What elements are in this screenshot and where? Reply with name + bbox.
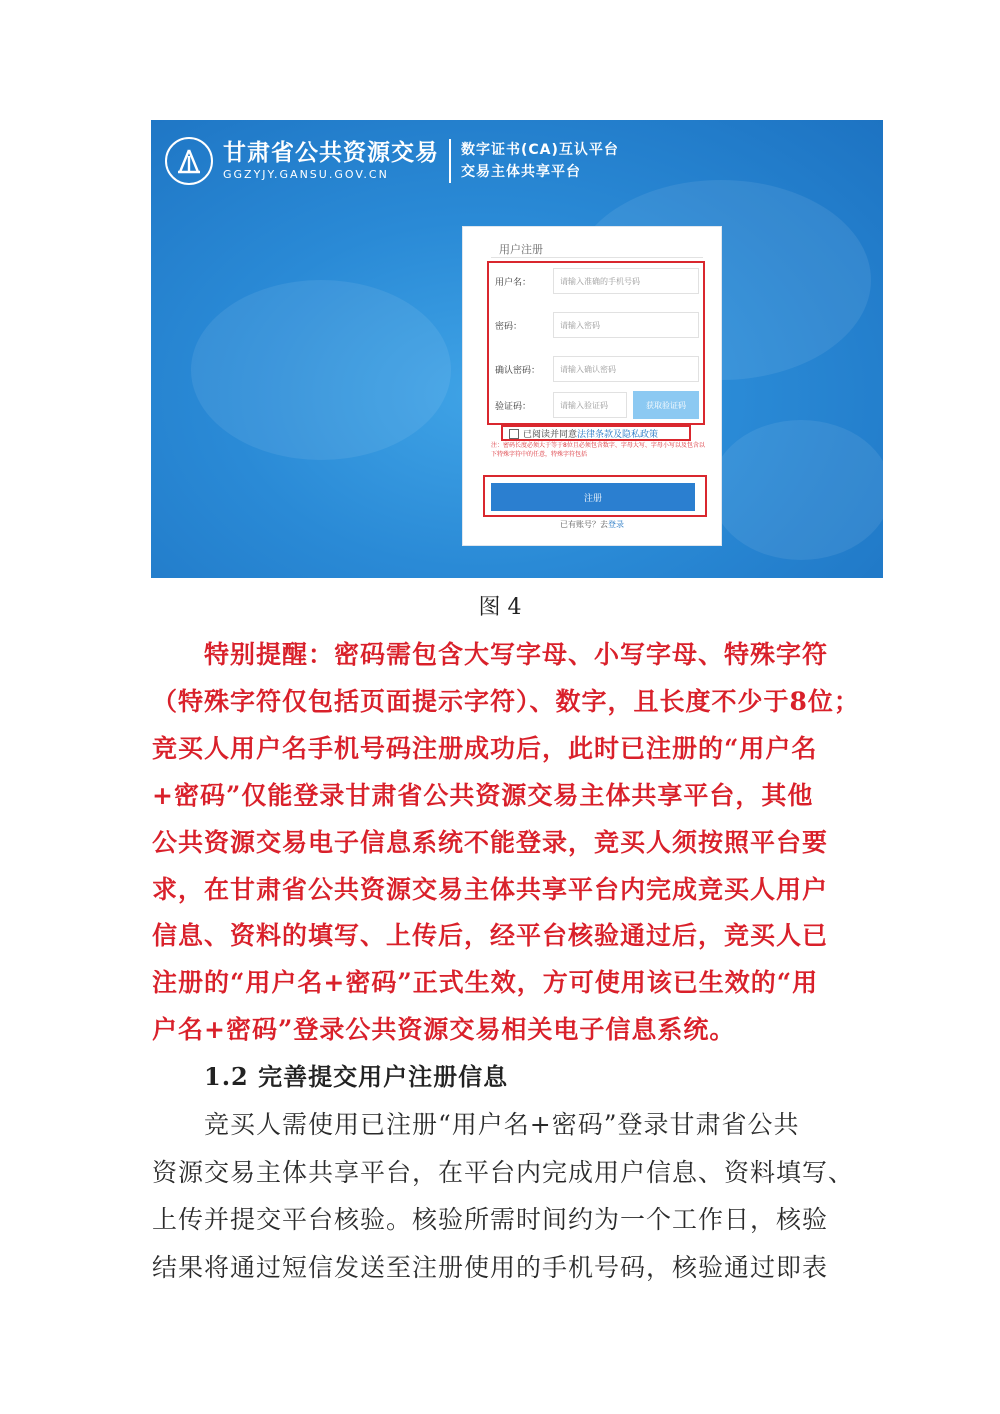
divider [491, 257, 703, 258]
login-prompt-row [463, 519, 721, 530]
warning-paragraph [152, 632, 860, 1054]
warning-line: 户名+密码”登录公共资源交易相关电子信息系统。 [152, 1015, 736, 1045]
confirm-password-input[interactable]: 请输入确认密码 [553, 356, 699, 382]
site-logo [165, 132, 619, 190]
captcha-row [495, 391, 699, 419]
warning-line: 信息、资料的填写、上传后，经平台核验通过后，竞买人已 [152, 921, 829, 951]
figure-caption: 图 4 [478, 595, 522, 620]
confirm-password-label: 确认密码： [495, 365, 541, 376]
section-heading: 1.2 完善提交用户注册信息 [204, 1062, 509, 1091]
password-note: 注：密码长度必须大于等于8位且必须包含数字、字母大写、字母小写以及包含以下特殊字符中的任意，特殊字符包括 [491, 442, 705, 458]
agree-row [509, 427, 658, 440]
warning-line: 求，在甘肃省公共资源交易主体共享平台内完成竞买人用户 [152, 874, 829, 904]
agree-text: 已阅读并同意 [523, 430, 578, 440]
body-line: 竞买人需使用已注册“用户名+密码”登录甘肃省公共 [152, 1110, 800, 1139]
logo-title: 甘肃省公共资源交易 [223, 140, 439, 166]
logo-subtitle-2: 交易主体共享平台 [461, 164, 581, 180]
policy-link[interactable]: 法律条款及隐私政策 [577, 430, 659, 440]
logo-divider [449, 139, 451, 183]
body-paragraph [152, 1101, 855, 1292]
map-shape [711, 420, 883, 560]
registration-screenshot [151, 120, 883, 578]
get-code-button[interactable]: 获取验证码 [633, 391, 699, 419]
password-row [495, 311, 699, 339]
body-line: 上传并提交平台核验。核验所需时间约为一个工作日，核验 [152, 1205, 829, 1235]
confirm-password-row [495, 355, 699, 383]
logo-domain: GGZYJY.GANSU.GOV.CN [223, 168, 389, 181]
captcha-label: 验证码： [495, 401, 532, 412]
warning-line: 注册的“用户名+密码”正式生效，方可使用该已生效的“用 [152, 968, 819, 998]
warning-line: 公共资源交易电子信息系统不能登录，竞买人须按照平台要 [152, 827, 829, 857]
password-input[interactable]: 请输入密码 [553, 312, 699, 338]
warning-line: 竞买人用户名手机号码注册成功后，此时已注册的“用户名 [152, 733, 818, 763]
warning-line: +密码”仅能登录甘肃省公共资源交易主体共享平台，其他 [152, 780, 814, 810]
username-label: 用户名： [495, 277, 532, 288]
warning-line: 特别提醒：密码需包含大写字母、小写字母、特殊字符 [152, 640, 829, 669]
body-line: 资源交易主体共享平台，在平台内完成用户信息、资料填写、 [152, 1157, 855, 1187]
body-line: 结果将通过短信发送至注册使用的手机号码，核验通过即表 [152, 1253, 829, 1283]
form-title: 用户注册 [499, 243, 543, 256]
emblem-icon [165, 137, 213, 185]
map-shape [191, 280, 451, 460]
username-input[interactable]: 请输入准确的手机号码 [553, 268, 699, 294]
agree-checkbox[interactable] [509, 429, 519, 439]
registration-form [462, 226, 722, 546]
login-link[interactable]: 登录 [608, 520, 624, 529]
register-button[interactable]: 注册 [491, 483, 695, 511]
password-label: 密码： [495, 321, 523, 332]
login-prompt: 已有账号？去 [560, 520, 608, 529]
logo-subtitle-1: 数字证书(CA)互认平台 [461, 142, 619, 158]
username-row [495, 267, 699, 295]
warning-line: （特殊字符仅包括页面提示字符）、数字，且长度不少于8位； [152, 686, 860, 716]
captcha-input[interactable]: 请输入验证码 [553, 392, 627, 418]
